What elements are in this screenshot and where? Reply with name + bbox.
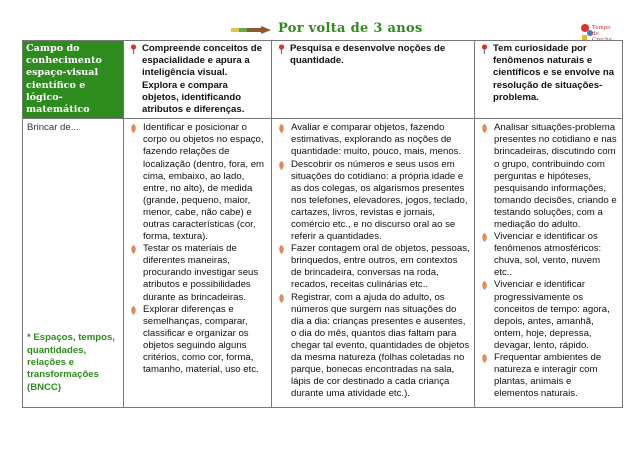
header-col-2: [272, 41, 475, 119]
leaf-bullet-icon: [278, 161, 285, 170]
content-table: [22, 40, 623, 408]
leaf-bullet-icon: [130, 245, 137, 254]
header-text-3: Tem curiosidade por fenômenos naturais e científicos e se envolve na resolução de situações-problema.: [493, 43, 615, 103]
pencil-arrow-icon: [231, 26, 271, 34]
list-item: Explorar diferenças e semelhanças, comparar, classificar e organizar os objetos seguindo alguns critérios, como cor, forma, tamanho, material, uso etc.: [130, 304, 267, 377]
list-item: Descobrir os números e seus usos em situações do cotidiano: a própria idade e as dos colegas, os algarismos presentes nos telefones, elevadores, jogos, teclado, cartazes, livros, revistas e jornais, comércio etc., e no discurso oral ao se referir a quantidades.: [278, 159, 470, 244]
leaf-bullet-icon: [481, 354, 488, 363]
header-item: [481, 43, 618, 104]
list-item: Frequentar ambientes de natureza e interagir com plantas, animais e elementos naturais.: [481, 352, 618, 400]
title-bar: [0, 20, 640, 42]
leaf-bullet-icon: [278, 294, 285, 303]
header-col-1: [124, 41, 272, 119]
first-header-cell: [23, 41, 124, 119]
pushpin-icon: [481, 44, 488, 54]
list-item: Testar os materiais de diferentes maneiras, procurando investigar seus atributos e possibilidades durante as brincadeiras.: [130, 243, 267, 303]
list-item: Registrar, com a ajuda do adulto, os números que surgem nas situações do dia a dia: crianças presentes e ausentes, o dia do mês, quantos dias faltam para chegar tal evento, quantidades de objetos da mesma natureza (folhas coletadas no parque, bonecas encontradas na sala, lápis de cor destinado a cada criança durante uma atividade etc.).: [278, 292, 470, 401]
campo-header: Campo do conhecimento espaço-visual científico e lógico-matemático: [26, 43, 102, 116]
body-col-3: [475, 119, 623, 408]
leaf-bullet-icon: [481, 233, 488, 242]
header-item: [278, 43, 470, 67]
list-item: Avaliar e comparar objetos, fazendo estimativas, explorando as noções de quantidade: muito, pouco, mais, menos.: [278, 122, 470, 158]
body-col-1: [124, 119, 272, 408]
header-col-3: [475, 41, 623, 119]
leaf-bullet-icon: [481, 281, 488, 290]
list-item: Analisar situações-problema presentes no cotidiano e nas brincadeiras, discutindo com o grupo, contribuindo com perguntas e hipóteses, pesquisando informações, tomando decisões, criando e testando soluções, com a mediação do adulto.: [481, 122, 618, 231]
brincar-label: Brincar de...: [27, 122, 79, 134]
body-col-2: [272, 119, 475, 408]
left-column-cell: [23, 119, 124, 408]
logo-text: Tempo de Creche: [592, 25, 612, 43]
leaf-bullet-icon: [278, 124, 285, 133]
header-text-1a: Compreende conceitos de espacialidade e apura a inteligência visual.: [142, 43, 262, 79]
list-item: Identificar e posicionar o corpo ou objetos no espaço, fazendo relações de localização (dentro, fora, em cima, embaixo, ao lado, entre, no alto), de medida (grande, pequeno, maior, menor, cabe, não cabe) e outras características (cor, forma, textura).: [130, 122, 267, 243]
list-item: Fazer contagem oral de objetos, pessoas, brinquedos, entre outros, em contextos de brincadeira, conversas na roda, recados, receitas culinárias etc..: [278, 243, 470, 291]
leaf-bullet-icon: [278, 245, 285, 254]
campo-label: * Espaços, tempos, quantidades, relações e transformações (BNCC): [27, 332, 115, 393]
list-item: Vivenciar e identificar progressivamente os conceitos de tempo: agora, depois, antes, amanhã, ontem, hoje, depressa, devagar, lento, rápido.: [481, 279, 618, 352]
header-item: [130, 43, 267, 116]
pushpin-icon: [278, 44, 285, 54]
leaf-bullet-icon: [130, 306, 137, 315]
pushpin-icon: [130, 44, 137, 54]
leaf-bullet-icon: [130, 124, 137, 133]
header-text-1b: Explora e compara objetos, identificando atributos e diferenças.: [142, 79, 245, 116]
header-text-2: Pesquisa e desenvolve noções de quantidade.: [290, 43, 446, 67]
page-title: Por volta de 3 anos: [278, 21, 423, 36]
leaf-bullet-icon: [481, 124, 488, 133]
list-item: Vivenciar e identificar os fenômenos atmosféricos: chuva, sol, vento, nuvem etc..: [481, 231, 618, 279]
